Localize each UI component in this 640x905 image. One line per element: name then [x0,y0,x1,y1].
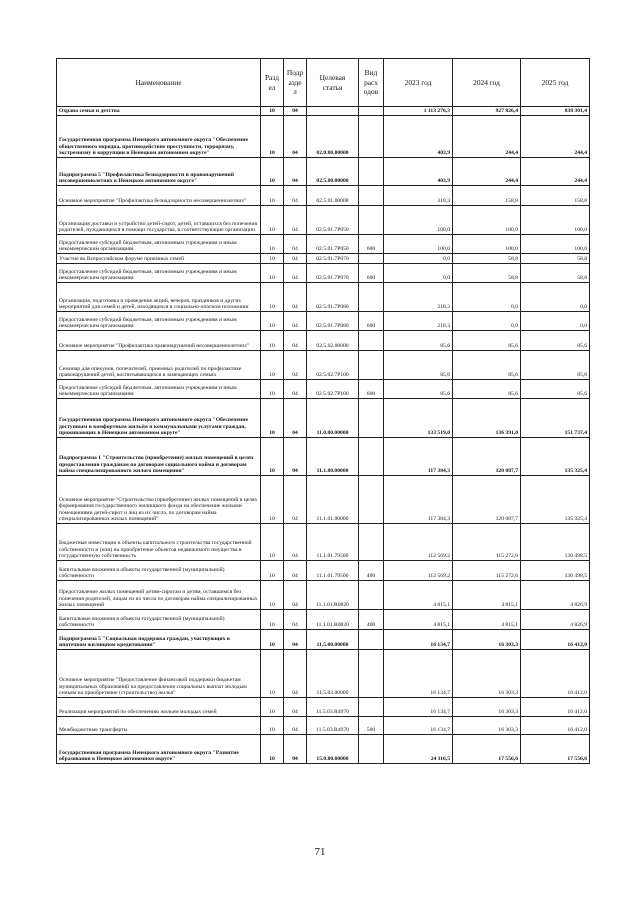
cell-section: 10 [261,399,284,438]
cell-section: 10 [261,206,284,235]
cell-2023: 112 569,2 [384,524,453,561]
table-row [57,264,590,283]
header-expense-type: Вид расх одов [359,59,384,107]
cell-subsection: 04 [284,561,307,581]
cell-target: 02.5.01.7Р080 [307,312,359,331]
cell-expense-type [359,107,384,116]
table-row [57,380,590,399]
cell-2024: 136 391,0 [453,399,521,438]
cell-name: Предоставление субсидий бюджетным, автономным учреждениям и иным некоммерческим организациям [57,264,261,283]
cell-subsection: 04 [284,206,307,235]
table-row [57,561,590,581]
cell-2023: 4 815,1 [384,581,453,610]
cell-target: 15.0.00.00000 [307,735,359,764]
cell-2024: 58,8 [453,254,521,264]
cell-section: 10 [261,264,284,283]
cell-expense-type [359,186,384,206]
cell-2024: 85,6 [453,331,521,351]
table-row [57,630,590,650]
cell-2025: 16 412,0 [521,650,590,698]
cell-2023: 218,3 [384,312,453,331]
cell-name: Основное мероприятие "Предоставление финансовой поддержки бюджетам муниципальных образований на предоставление социальных выплат молодым семьям на приобретение (строительство) жилья" [57,650,261,698]
cell-section: 10 [261,235,284,254]
cell-2024: 158,8 [453,186,521,206]
cell-subsection: 04 [284,116,307,158]
cell-target: 11.0.00.00000 [307,399,359,438]
cell-name: Предоставление субсидий бюджетным, автономным учреждениям и иным некоммерческим организациям [57,235,261,254]
cell-2023: 117 384,3 [384,476,453,524]
header-2024: 2024 год [453,59,521,107]
cell-expense-type [359,698,384,717]
table-row [57,206,590,235]
cell-target: 11.5.03.R4970 [307,698,359,717]
cell-section: 10 [261,581,284,610]
cell-expense-type: 600 [359,380,384,399]
cell-name: Семинар для опекунов, попечителей, приемных родителей по профилактике правонарушений детей, воспитывающихся в замещающих семьях [57,351,261,380]
cell-2025: 85,6 [521,331,590,351]
cell-target: 11.1.01.R0820 [307,581,359,610]
cell-2023: 318,3 [384,186,453,206]
cell-name: Подпрограмма 5 "Социальная поддержка граждан, участвующих в ипотечном жилищном кредитовании" [57,630,261,650]
cell-name: Предоставление субсидий бюджетным, автономным учреждениям и иным некоммерческим организациям [57,380,261,399]
cell-2025: 0,0 [521,283,590,312]
cell-expense-type [359,254,384,264]
cell-expense-type [359,650,384,698]
cell-name: Реализация мероприятий по обеспечению жильем молодых семей [57,698,261,717]
cell-expense-type [359,524,384,561]
cell-2024: 85,6 [453,351,521,380]
cell-2025: 4 826,9 [521,610,590,630]
cell-name: Государственная программа Ненецкого автономного округа "Развитие образования в Ненецком автономном округе" [57,735,261,764]
cell-expense-type [359,283,384,312]
cell-name: Предоставление субсидий бюджетным, автономным учреждениям и иным некоммерческим организациям [57,312,261,331]
cell-target: 11.1.01.79500 [307,561,359,581]
cell-section: 10 [261,254,284,264]
cell-expense-type: 400 [359,561,384,581]
cell-target: 11.5.00.00000 [307,630,359,650]
cell-name: Бюджетные инвестиции в объекты капитального строительства государственной собственности и (или) на приобретение объектов недвижимого имущества в государственную собственность [57,524,261,561]
cell-subsection: 04 [284,581,307,610]
cell-section: 10 [261,630,284,650]
table-row [57,331,590,351]
cell-section: 10 [261,158,284,186]
cell-section: 10 [261,107,284,116]
cell-2025: 130 498,5 [521,561,590,581]
cell-subsection: 04 [284,438,307,476]
cell-subsection: 04 [284,254,307,264]
table-row [57,438,590,476]
budget-table [56,58,590,764]
cell-target: 11.1.01.00000 [307,476,359,524]
cell-target: 02.5.02.7Р100 [307,351,359,380]
cell-expense-type: 500 [359,717,384,735]
cell-2023: 1 113 276,3 [384,107,453,116]
cell-name: Охрана семьи и детства [57,107,261,116]
cell-expense-type [359,581,384,610]
cell-expense-type [359,116,384,158]
cell-subsection: 04 [284,264,307,283]
cell-expense-type: 600 [359,235,384,254]
table-row [57,581,590,610]
table-row [57,283,590,312]
page-number: 71 [314,846,326,858]
cell-expense-type [359,331,384,351]
cell-name: Основное мероприятие "Профилактика правонарушений несовершеннолетних" [57,331,261,351]
cell-section: 10 [261,438,284,476]
cell-subsection: 04 [284,351,307,380]
table-row [57,524,590,561]
cell-2023: 16 134,7 [384,650,453,698]
cell-2025: 100,0 [521,206,590,235]
cell-2024: 927 826,4 [453,107,521,116]
table-row [57,312,590,331]
cell-2024: 115 272,6 [453,524,521,561]
cell-2024: 85,6 [453,380,521,399]
cell-2024: 4 815,1 [453,581,521,610]
table-row [57,650,590,698]
cell-expense-type: 400 [359,610,384,630]
table-row [57,735,590,764]
cell-name: Организация, подготовка и проведение акций, вечеров, праздников и других мероприятий для семей и детей, находящихся в социально-опасном положении [57,283,261,312]
cell-2025: 4 826,9 [521,581,590,610]
cell-2025: 0,0 [521,312,590,331]
cell-name: Государственная программа Ненецкого автономного округа "Обеспечение доступным и комфортным жильём и коммунальными услугами граждан, проживающих в Ненецком автономном округе" [57,399,261,438]
cell-2023: 85,6 [384,331,453,351]
cell-subsection: 04 [284,717,307,735]
cell-section: 10 [261,380,284,399]
cell-target: 02.0.00.00000 [307,116,359,158]
table-row [57,235,590,254]
cell-2023: 403,9 [384,158,453,186]
cell-section: 10 [261,698,284,717]
cell-expense-type [359,438,384,476]
cell-target: 11.1.00.00000 [307,438,359,476]
cell-name: Капитальные вложения в объекты государственной (муниципальной) собственности [57,561,261,581]
cell-2023: 16 134,7 [384,698,453,717]
table-row [57,476,590,524]
cell-2024: 58,8 [453,264,521,283]
table-row [57,254,590,264]
cell-2023: 85,6 [384,351,453,380]
cell-expense-type [359,351,384,380]
cell-2024: 0,0 [453,283,521,312]
cell-expense-type [359,735,384,764]
cell-expense-type [359,630,384,650]
cell-name: Подпрограмма 1 "Строительство (приобретение) жилых помещений в целях предоставления гражданам по договорам социального найма и договорам найма специализированного жилого помещения" [57,438,261,476]
cell-2024: 100,0 [453,235,521,254]
cell-2025: 58,8 [521,254,590,264]
header-2025: 2025 год [521,59,590,107]
cell-subsection: 04 [284,630,307,650]
table-row [57,698,590,717]
cell-2024: 16 303,3 [453,630,521,650]
cell-2024: 100,0 [453,206,521,235]
cell-subsection: 04 [284,186,307,206]
cell-subsection: 04 [284,107,307,116]
cell-2023: 16 134,7 [384,717,453,735]
cell-2025: 16 412,0 [521,717,590,735]
cell-name: Основное мероприятие "Строительство (приобретение) жилых помещений в целях формирования государственного жилищного фонда на обеспечение жилыми помещениями детей-сирот и лиц из их числа, по договорам найма специализированных жилых помещений" [57,476,261,524]
cell-2025: 85,6 [521,351,590,380]
table-row [57,116,590,158]
cell-2024: 16 303,3 [453,650,521,698]
cell-2025: 151 737,4 [521,399,590,438]
cell-section: 10 [261,312,284,331]
header-section: Разд ел [261,59,284,107]
table-row [57,158,590,186]
cell-subsection: 04 [284,331,307,351]
cell-name: Организация доставки и устройство детей-сирот, детей, оставшихся без попечения родителей, нуждающихся в помощи государства, в соответствующие организации [57,206,261,235]
cell-subsection: 04 [284,235,307,254]
cell-2025: 838 301,4 [521,107,590,116]
cell-2023: 85,6 [384,380,453,399]
cell-section: 10 [261,116,284,158]
table-row [57,717,590,735]
cell-name: Предоставление жилых помещений детям-сиротам и детям, оставшимся без попечения родителей, лицам из их числа по договорам найма специализированных жилых помещений [57,581,261,610]
cell-section: 10 [261,331,284,351]
cell-target: 02.5.01.7Р080 [307,283,359,312]
cell-section: 10 [261,735,284,764]
cell-2023: 403,9 [384,116,453,158]
cell-subsection: 04 [284,524,307,561]
cell-target: 02.5.01.7Р050 [307,206,359,235]
cell-subsection: 04 [284,610,307,630]
cell-subsection: 04 [284,650,307,698]
cell-target: 02.5.00.00000 [307,158,359,186]
cell-name: Капитальные вложения в объекты государственной (муниципальной) собственности [57,610,261,630]
cell-2023: 100,0 [384,235,453,254]
cell-subsection: 04 [284,399,307,438]
table-row [57,186,590,206]
table-row [57,351,590,380]
cell-section: 10 [261,524,284,561]
cell-target: 02.5.02.00000 [307,331,359,351]
cell-2024: 244,4 [453,158,521,186]
cell-subsection: 04 [284,476,307,524]
cell-subsection: 04 [284,312,307,331]
cell-2025: 244,4 [521,116,590,158]
table-header-row [57,59,590,107]
cell-2024: 0,0 [453,312,521,331]
cell-expense-type [359,206,384,235]
cell-2025: 58,8 [521,264,590,283]
cell-2023: 117 384,3 [384,438,453,476]
cell-subsection: 04 [284,380,307,399]
cell-2023: 133 519,0 [384,399,453,438]
cell-2025: 130 498,5 [521,524,590,561]
cell-2025: 85,6 [521,380,590,399]
cell-name: Межбюджетные трансферты [57,717,261,735]
cell-target: 02.5.02.7Р100 [307,380,359,399]
cell-2025: 158,8 [521,186,590,206]
header-name: Наименование [57,59,261,107]
cell-2023: 0,0 [384,264,453,283]
cell-target: 11.1.01.R0820 [307,610,359,630]
cell-2023: 112 569,2 [384,561,453,581]
cell-2025: 100,0 [521,235,590,254]
cell-section: 10 [261,186,284,206]
cell-expense-type [359,476,384,524]
cell-2023: 4 815,1 [384,610,453,630]
cell-2025: 16 412,0 [521,630,590,650]
cell-2025: 135 325,4 [521,438,590,476]
cell-name: Подпрограмма 5 "Профилактика безнадзорности и правонарушений несовершеннолетних в Ненецком автономном округе" [57,158,261,186]
cell-2023: 24 116,5 [384,735,453,764]
cell-section: 10 [261,283,284,312]
cell-name: Основное мероприятие "Профилактика безнадзорности несовершеннолетних" [57,186,261,206]
cell-2025: 244,4 [521,158,590,186]
cell-section: 10 [261,650,284,698]
cell-name: Государственная программа Ненецкого автономного округа "Обеспечение общественного порядка, противодействие преступности, терроризму, экстремизму и коррупции в Ненецком автономном округе" [57,116,261,158]
cell-target: 11.5.03.00000 [307,650,359,698]
cell-2023: 0,0 [384,254,453,264]
cell-target: 02.5.01.00000 [307,186,359,206]
cell-2023: 100,0 [384,206,453,235]
cell-subsection: 04 [284,698,307,717]
cell-2025: 135 325,4 [521,476,590,524]
cell-target: 02.5.01.7Р070 [307,264,359,283]
cell-2024: 244,4 [453,116,521,158]
header-subsection: Подр азде л [284,59,307,107]
cell-section: 10 [261,561,284,581]
cell-subsection: 04 [284,735,307,764]
cell-2023: 16 134,7 [384,630,453,650]
cell-2024: 4 815,1 [453,610,521,630]
cell-subsection: 04 [284,158,307,186]
cell-2024: 120 087,7 [453,476,521,524]
cell-target: 02.5.01.7Р050 [307,235,359,254]
cell-target [307,107,359,116]
cell-section: 10 [261,476,284,524]
table-row [57,107,590,116]
cell-2024: 120 087,7 [453,438,521,476]
cell-2024: 115 272,6 [453,561,521,581]
cell-subsection: 04 [284,283,307,312]
table-row [57,399,590,438]
cell-expense-type: 600 [359,264,384,283]
cell-target: 11.5.03.R4970 [307,717,359,735]
table-row [57,610,590,630]
cell-expense-type [359,399,384,438]
cell-expense-type: 600 [359,312,384,331]
cell-section: 10 [261,717,284,735]
cell-target: 11.1.01.79500 [307,524,359,561]
header-target: Целевая статья [307,59,359,107]
cell-2023: 218,3 [384,283,453,312]
cell-2024: 16 303,3 [453,698,521,717]
table-body [57,107,590,764]
cell-expense-type [359,158,384,186]
cell-section: 10 [261,351,284,380]
cell-2025: 16 412,0 [521,698,590,717]
cell-target: 02.5.01.7Р070 [307,254,359,264]
cell-2024: 17 556,6 [453,735,521,764]
cell-2024: 16 303,3 [453,717,521,735]
header-2023: 2023 год [384,59,453,107]
cell-name: Участие во Всероссийском форуме приемных семей [57,254,261,264]
cell-2025: 17 556,6 [521,735,590,764]
cell-section: 10 [261,610,284,630]
